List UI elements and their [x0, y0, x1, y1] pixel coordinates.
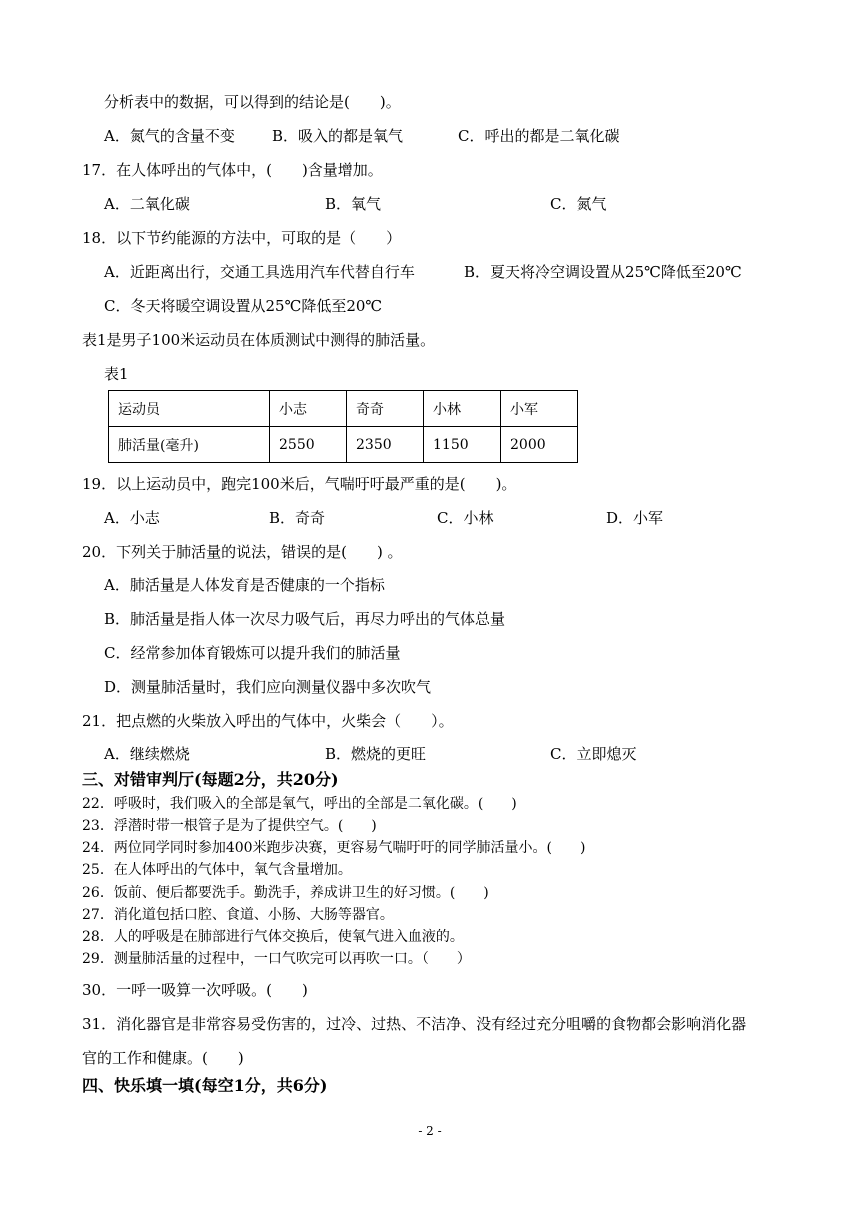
table-intro: 表1是男子100米运动员在体质测试中测得的肺活量。 — [82, 331, 436, 349]
judge-item: 23．浮潜时带一根管子是为了提供空气。( ) — [82, 818, 377, 834]
q21-option-a: A．继续燃烧 — [104, 745, 190, 763]
judge-item: 30．一呼一吸算一次呼吸。( ) — [82, 981, 308, 999]
q21-stem: 21．把点燃的火柴放入呼出的气体中，火柴会（ ）。 — [82, 712, 454, 730]
table-header-row — [109, 391, 578, 427]
lung-capacity-table — [108, 390, 578, 463]
section3-heading: 三、对错审判厅(每题2分，共20分) — [82, 770, 339, 789]
q18-option-b: B．夏天将冷空调设置从25℃降低至20℃ — [464, 263, 742, 281]
section4-heading: 四、快乐填一填(每空1分，共6分) — [82, 1076, 328, 1095]
table-cell: 2350 — [347, 427, 424, 463]
table-header-cell: 小林 — [424, 391, 501, 427]
table-cell: 2550 — [270, 427, 347, 463]
judge-item: 29．测量肺活量的过程中，一口气吹完可以再吹一口。（ ） — [82, 951, 471, 967]
q17-option-b: B．氧气 — [325, 195, 382, 213]
judge-item: 官的工作和健康。( ) — [82, 1049, 244, 1067]
q18-option-a: A．近距离出行，交通工具选用汽车代替自行车 — [104, 263, 415, 281]
q19-option-c: C．小林 — [437, 509, 494, 527]
judge-item: 26．饭前、便后都要洗手。勤洗手，养成讲卫生的好习惯。( ) — [82, 885, 489, 901]
q21-option-c: C．立即熄灭 — [550, 745, 637, 763]
q20-option-a: A．肺活量是人体发育是否健康的一个指标 — [104, 576, 385, 594]
q19-stem: 19．以上运动员中，跑完100米后，气喘吁吁最严重的是( )。 — [82, 475, 517, 493]
page-number: - 2 - — [418, 1124, 442, 1138]
q16-option-a: A．氮气的含量不变 — [104, 127, 235, 145]
judge-item: 28．人的呼吸是在肺部进行气体交换后，使氧气进入血液的。 — [82, 929, 464, 945]
table-caption: 表1 — [104, 365, 129, 383]
judge-item: 31．消化器官是非常容易受伤害的，过冷、过热、不洁净、没有经过充分咀嚼的食物都会影响消化器 — [82, 1015, 747, 1033]
judge-item: 25．在人体呼出的气体中，氧气含量增加。 — [82, 862, 352, 878]
q17-option-c: C．氮气 — [550, 195, 607, 213]
q16-stem: 分析表中的数据，可以得到的结论是( )。 — [104, 93, 401, 111]
q19-option-b: B．奇奇 — [269, 509, 326, 527]
q20-option-d: D．测量肺活量时，我们应向测量仪器中多次吹气 — [104, 678, 432, 696]
q20-option-c: C．经常参加体育锻炼可以提升我们的肺活量 — [104, 644, 401, 662]
table-header-cell: 小志 — [270, 391, 347, 427]
table-cell: 肺活量(毫升) — [109, 427, 270, 463]
q17-stem: 17．在人体呼出的气体中，( )含量增加。 — [82, 161, 383, 179]
table-row — [109, 427, 578, 463]
q20-stem: 20．下列关于肺活量的说法，错误的是( ) 。 — [82, 543, 403, 561]
q19-option-d: D．小军 — [606, 509, 664, 527]
q18-option-c: C．冬天将暖空调设置从25℃降低至20℃ — [104, 297, 383, 315]
table-header-cell: 奇奇 — [347, 391, 424, 427]
table-cell: 1150 — [424, 427, 501, 463]
table-header-cell: 运动员 — [109, 391, 270, 427]
q16-option-c: C．呼出的都是二氧化碳 — [458, 127, 620, 145]
q20-option-b: B．肺活量是指人体一次尽力吸气后，再尽力呼出的气体总量 — [104, 610, 506, 628]
table-header-cell: 小军 — [501, 391, 578, 427]
judge-item: 27．消化道包括口腔、食道、小肠、大肠等器官。 — [82, 907, 394, 923]
judge-item: 22．呼吸时，我们吸入的全部是氧气，呼出的全部是二氧化碳。( ) — [82, 796, 517, 812]
judge-item: 24．两位同学同时参加400米跑步决赛，更容易气喘吁吁的同学肺活量小。( ) — [82, 840, 586, 856]
q16-option-b: B．吸入的都是氧气 — [272, 127, 404, 145]
q19-option-a: A．小志 — [104, 509, 160, 527]
q21-option-b: B．燃烧的更旺 — [325, 745, 427, 763]
q17-option-a: A．二氧化碳 — [104, 195, 190, 213]
q18-stem: 18．以下节约能源的方法中，可取的是（ ） — [82, 229, 402, 247]
table-cell: 2000 — [501, 427, 578, 463]
